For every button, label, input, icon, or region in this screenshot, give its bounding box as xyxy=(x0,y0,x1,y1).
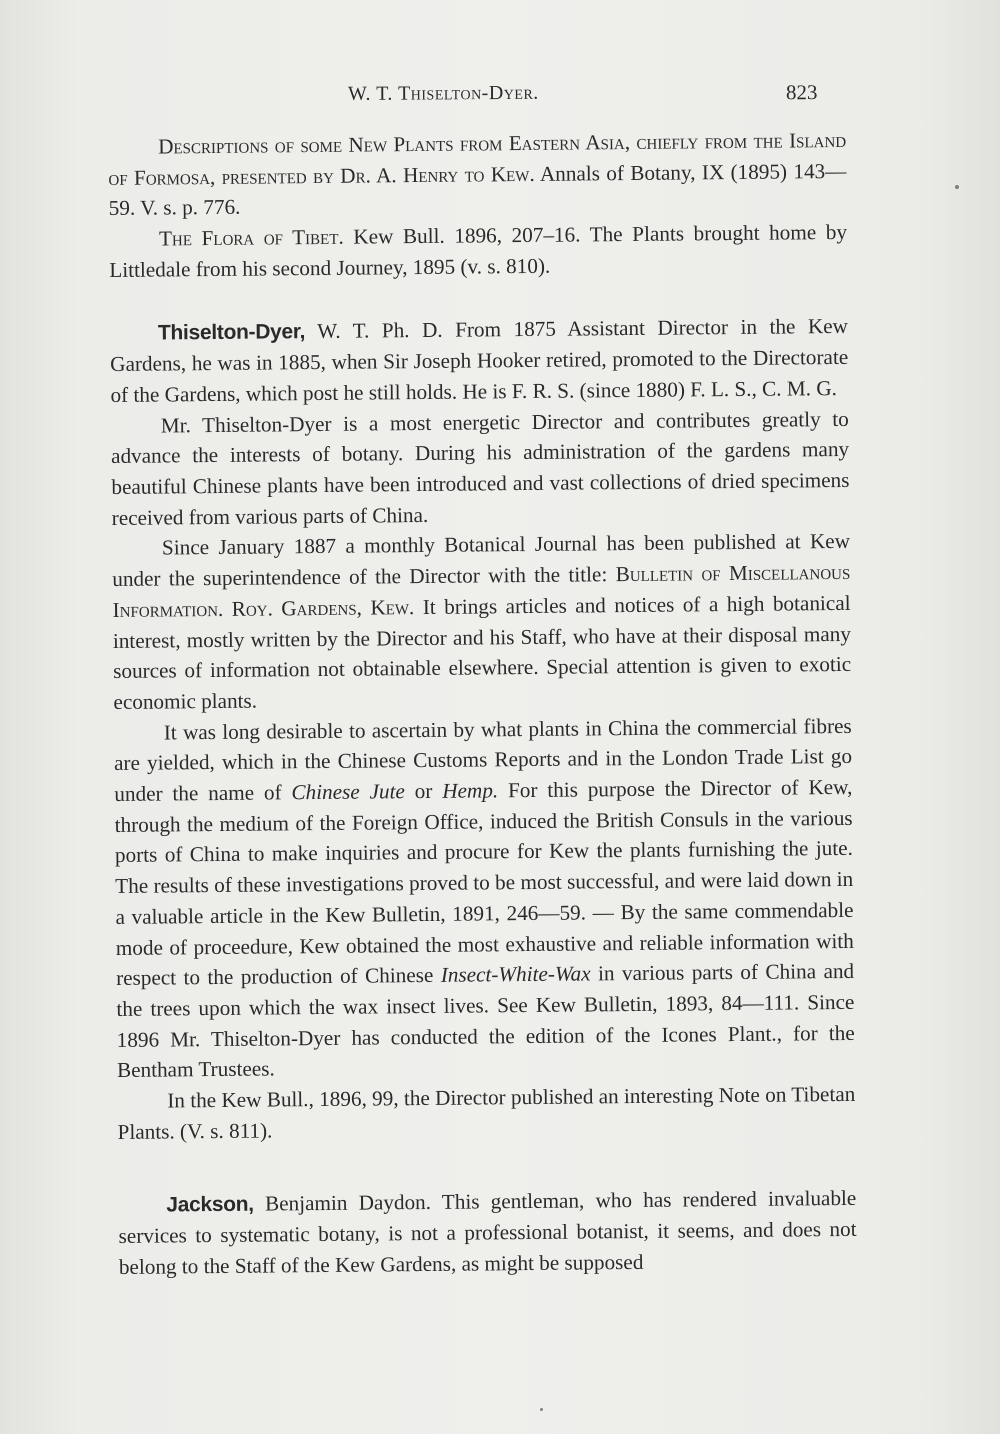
bulletin-text-a: Since January 1887 a monthly Botanical Journal has been published at Kew under the superintendence of the Director with the title: xyxy=(112,529,851,592)
paragraph-tibetan-note: In the Kew Bull., 1896, 99, the Director published an interesting Note on Tibetan Plants. (V. s. 811). xyxy=(117,1081,856,1144)
entry-jackson-paragraph xyxy=(118,1182,857,1282)
entry-name-thiselton-dyer: Thiselton-Dyer, xyxy=(157,319,306,345)
work-title-formosa: Descriptions of some New Plants from Eastern Asia, chiefly from the Island of Formosa, presented by Dr. A. Henry to Kew. xyxy=(108,127,847,190)
entry-jackson xyxy=(118,1182,857,1282)
fibres-text-c: For this purpose the Director of Kew, through the medium of the Foreign Office, induced the British Consuls in the various ports of China to make inquiries and procure for Kew the plants furnishing the jute. The results of these investigations proved to be most successful, and were laid down in a valuable article in the Kew Bulletin, 1891, 246—59. — By the same commendable mode of proceedure, Kew obtained the most exhaustive and reliable information with respect to the production of Chinese xyxy=(114,774,854,991)
paragraph-fibres xyxy=(114,711,856,1087)
fibres-text-d: in various parts of China and the trees upon which the wax insect lives. See Kew Bulletin, 1893, 84—111. Since 1896 Mr. Thiselton-Dyer has conducted the edition of the Icones Plant., for the Bentham Trustees. xyxy=(116,959,855,1083)
fibres-text-a: It was long desirable to ascertain by what plants in China the commercial fibres are yielded, which in the Chinese Customs Reports and in the London Trade List go under the name of xyxy=(113,713,853,807)
entry-thiselton-dyer xyxy=(110,310,856,1147)
entry-jackson-text: Benjamin Daydon. This gentleman, who has rendered invaluable services to systematic botany, is not a professional botanist, it seems, and does not belong to the Staff of the Kew Gardens, as might be supposed xyxy=(118,1185,857,1279)
work-title-tibet: The Flora of Tibet. xyxy=(158,224,344,251)
fibres-text-b: or xyxy=(404,778,443,804)
term-insect-white-wax: Insect-White-Wax xyxy=(440,961,591,988)
entry-intro-paragraph xyxy=(110,310,849,410)
entry-intro-text: W. T. Ph. D. From 1875 Assistant Director in the Kew Gardens, he was in 1885, when Sir Joseph Hooker retired, promoted to the Directorate of the Gardens, which post he still holds. He is F. R. S. (since 1880) F. L. S., C. M. G. xyxy=(110,313,849,407)
paragraph-bulletin xyxy=(112,526,852,717)
entry-name-jackson: Jackson, xyxy=(166,1192,254,1216)
work-citation-formosa: Annals of Botany, IX (1895) 143—59. V. s. p. 776. xyxy=(108,158,847,221)
term-hemp: Hemp. xyxy=(442,778,499,803)
bibliography-item-tibet xyxy=(109,217,848,285)
paragraph-director: Mr. Thiselton-Dyer is a most energetic Director and contributes greatly to advance the interests of botany. During his administration of the gardens many beautiful Chinese plants have been introduced and vast collections of dried specimens received from various parts of China. xyxy=(110,406,850,530)
page-body xyxy=(108,125,857,1283)
work-citation-tibet: Kew Bull. 1896, 207–16. The Plants brought home by Littledale from his second Journey, 1895 (v. s. 810). xyxy=(109,220,848,282)
bibliography-item-formosa xyxy=(108,125,847,224)
page-header xyxy=(0,79,1000,115)
bulletin-text-b: It brings articles and notices of a high botanical interest, mostly written by the Director and his Staff, who have at their disposal many sources of information not obtainable elsewhere. Special attention is given to exotic economic plants. xyxy=(112,590,852,714)
page-number: 823 xyxy=(785,80,818,105)
bulletin-title: Bulletin of Miscellanous Information. Roy. Gardens, Kew. xyxy=(112,560,851,622)
running-head: W. T. Thiselton-Dyer. xyxy=(347,81,539,105)
paper-speck xyxy=(955,185,959,189)
term-chinese-jute: Chinese Jute xyxy=(291,779,405,805)
paper-speck xyxy=(540,1408,543,1411)
